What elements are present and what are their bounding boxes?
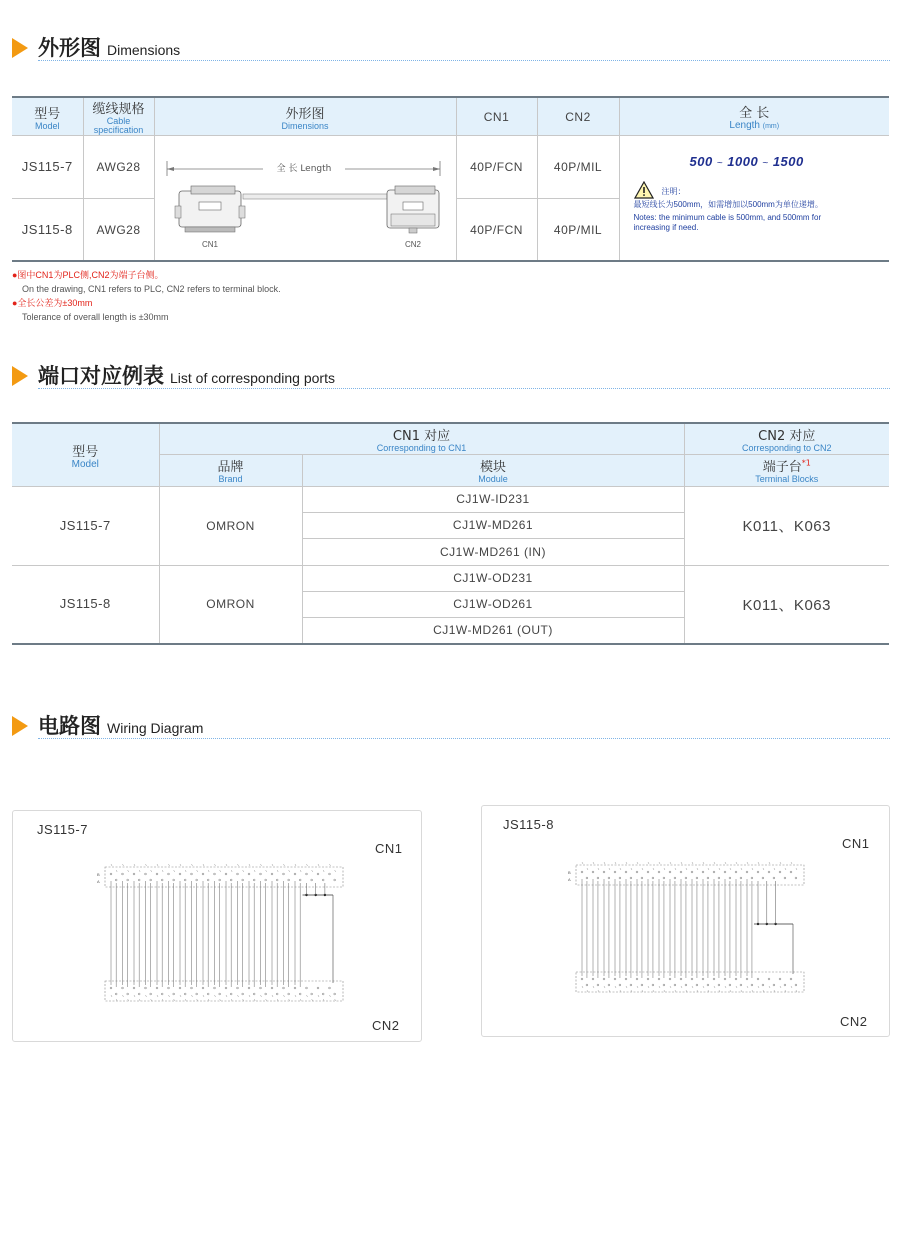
section-title-en: List of corresponding ports bbox=[170, 370, 335, 386]
th-model: 型号 Model bbox=[12, 423, 159, 486]
cn2-drawing-label: CN2 bbox=[404, 240, 421, 249]
note-2-zh: ●全长公差为±30mm bbox=[12, 298, 93, 308]
cell-module: CJ1W-ID231 bbox=[302, 486, 684, 512]
wiring-diagram bbox=[13, 811, 423, 1043]
table-row bbox=[12, 565, 889, 591]
cell-module: CJ1W-OD231 bbox=[302, 565, 684, 591]
table-row bbox=[12, 136, 889, 199]
cn1-drawing-label: CN1 bbox=[201, 240, 218, 249]
length-values: 500 ~ 1000 ~ 1500 bbox=[689, 154, 804, 169]
cell-model: JS115-7 bbox=[12, 136, 83, 199]
th-cable: 缆线规格 Cable specification bbox=[83, 97, 154, 136]
arrow-icon bbox=[12, 366, 28, 386]
cell-module: CJ1W-MD261 (OUT) bbox=[302, 617, 684, 644]
note-1-en: On the drawing, CN1 refers to PLC, CN2 refers to terminal block. bbox=[22, 284, 281, 294]
section-title-zh: 电路图 bbox=[38, 714, 101, 738]
section-header-ports bbox=[12, 360, 890, 392]
svg-text:A: A bbox=[568, 877, 571, 882]
cell-brand: OMRON bbox=[159, 486, 302, 565]
cable-line bbox=[243, 194, 387, 199]
note-2-en: Tolerance of overall length is ±30mm bbox=[22, 312, 169, 322]
svg-text:B: B bbox=[568, 870, 571, 875]
cell-cable: AWG28 bbox=[83, 199, 154, 261]
cell-terminal: K011、K063 bbox=[684, 486, 889, 565]
th-cn2-corresponding: CN2 对应 Corresponding to CN2 bbox=[684, 423, 889, 454]
section-title-zh: 外形图 bbox=[38, 36, 101, 60]
footnotes bbox=[12, 268, 281, 324]
cable-drawing-cell bbox=[154, 136, 456, 262]
th-brand: 品牌 Brand bbox=[159, 454, 302, 486]
cell-cable: AWG28 bbox=[83, 136, 154, 199]
note-zh: 最短线长为500mm，如需增加以500mm为单位递增。 bbox=[633, 200, 823, 209]
cell-cn2: 40P/MIL bbox=[537, 136, 619, 199]
length-cell bbox=[619, 136, 889, 262]
section-header-wiring bbox=[12, 710, 890, 742]
dimensions-table bbox=[12, 96, 889, 262]
section-header-dimensions bbox=[12, 32, 890, 64]
th-terminal-blocks: 端子台$^{*1}$ Terminal Blocks bbox=[684, 454, 889, 486]
ports-table bbox=[12, 422, 889, 645]
th-cn1: CN1 bbox=[456, 97, 537, 136]
th-module: 模块 Module bbox=[302, 454, 684, 486]
wiring-cn1-label: CN1 bbox=[842, 836, 870, 851]
th-model: 型号 Model bbox=[12, 97, 83, 136]
section-title-en: Dimensions bbox=[107, 42, 181, 58]
length-label: 全 长 Length bbox=[276, 164, 331, 174]
note-en-1: Notes: the minimum cable is 500mm, and 500mm for bbox=[633, 213, 822, 222]
cell-model: JS115-8 bbox=[12, 565, 159, 644]
cell-cn2: 40P/MIL bbox=[537, 199, 619, 261]
warning-icon bbox=[634, 181, 654, 199]
arrow-icon bbox=[12, 38, 28, 58]
wiring-title: JS115-7 bbox=[37, 822, 88, 837]
wiring-cn2-label: CN2 bbox=[840, 1014, 868, 1029]
wiring-cn1-label: CN1 bbox=[375, 841, 403, 856]
dotted-divider bbox=[38, 60, 890, 61]
cell-cn1: 40P/FCN bbox=[456, 199, 537, 261]
th-dimensions: 外形图 Dimensions bbox=[154, 97, 456, 136]
svg-text:A: A bbox=[97, 879, 100, 884]
cable-drawing bbox=[155, 136, 455, 260]
svg-text:B: B bbox=[97, 872, 100, 877]
cell-module: CJ1W-MD261 (IN) bbox=[302, 538, 684, 565]
note-en-2: increasing if need. bbox=[633, 223, 699, 232]
cell-module: CJ1W-MD261 bbox=[302, 512, 684, 538]
cell-module: CJ1W-OD261 bbox=[302, 591, 684, 617]
th-cn2: CN2 bbox=[537, 97, 619, 136]
note-title: 注明： bbox=[661, 187, 686, 196]
cell-model: JS115-7 bbox=[12, 486, 159, 565]
wiring-box-js115-7 bbox=[12, 810, 422, 1042]
cell-cn1: 40P/FCN bbox=[456, 136, 537, 199]
th-cn1-corresponding: CN1 对应 Corresponding to CN1 bbox=[159, 423, 684, 454]
table-row bbox=[12, 486, 889, 512]
cell-model: JS115-8 bbox=[12, 199, 83, 261]
dotted-divider bbox=[38, 738, 890, 739]
dotted-divider bbox=[38, 388, 890, 389]
section-title-zh: 端口对应例表 bbox=[38, 364, 164, 388]
arrow-icon bbox=[12, 716, 28, 736]
wiring-diagram bbox=[482, 806, 891, 1038]
cell-terminal: K011、K063 bbox=[684, 565, 889, 644]
wiring-box-js115-8 bbox=[481, 805, 890, 1037]
cell-brand: OMRON bbox=[159, 565, 302, 644]
section-title-en: Wiring Diagram bbox=[107, 720, 204, 736]
th-length: 全 长 Length (mm) bbox=[619, 97, 889, 136]
wiring-cn2-label: CN2 bbox=[372, 1018, 400, 1033]
wiring-title: JS115-8 bbox=[503, 817, 554, 832]
note-1-zh: ●图中CN1为PLC侧,CN2为端子台侧。 bbox=[12, 270, 164, 280]
